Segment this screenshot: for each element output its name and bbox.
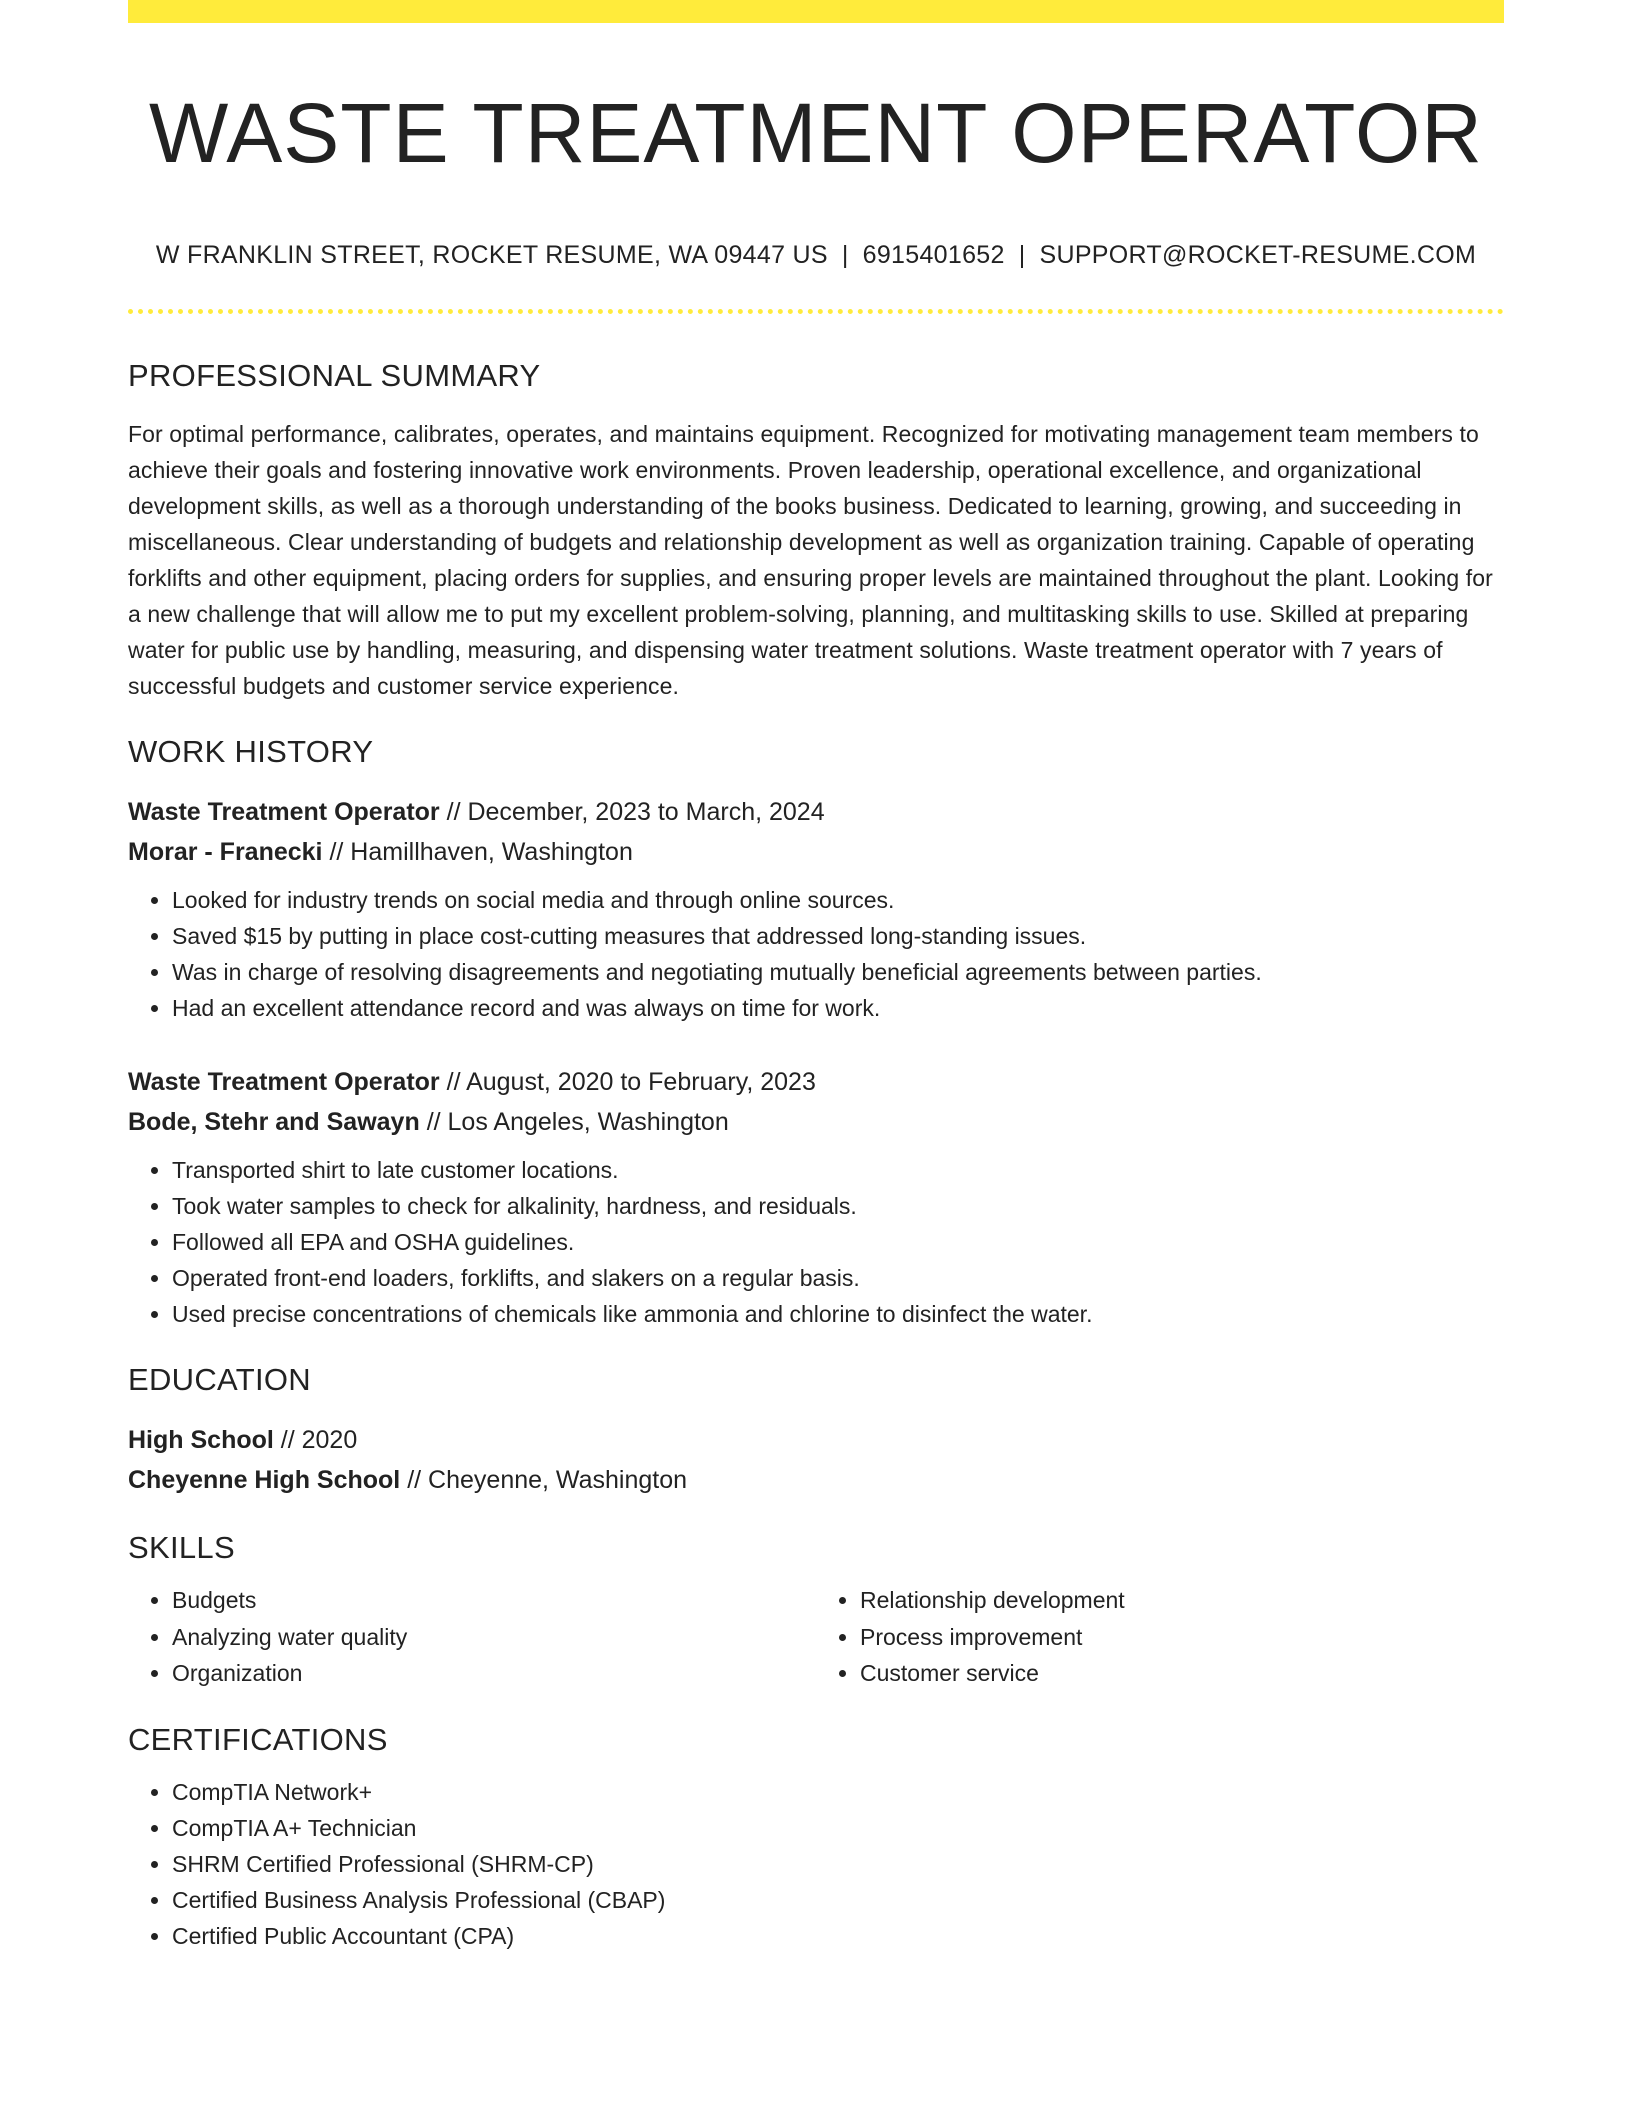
graduation-year: // 2020 <box>273 1426 358 1454</box>
school-name: Cheyenne High School <box>128 1466 401 1494</box>
certification-item: • Certified Public Accountant (CPA) <box>172 1918 1504 1954</box>
resume-page <box>128 0 1504 1954</box>
certification-item: • CompTIA A+ Technician <box>172 1810 1504 1846</box>
list-item: • Used precise concentrations of chemicals like ammonia and chlorine to disinfect the water. <box>172 1296 1504 1332</box>
job-title: Waste Treatment Operator <box>128 798 440 826</box>
job-company-line <box>128 1102 1504 1142</box>
certification-list <box>128 1774 1504 1954</box>
skills-column-left <box>128 1582 816 1692</box>
certifications-section <box>128 1720 1504 1954</box>
job-title-line <box>128 792 1504 832</box>
company-location: // Los Angeles, Washington <box>419 1108 729 1136</box>
dotted-divider <box>128 309 1504 314</box>
school-location: // Cheyenne, Washington <box>400 1466 688 1494</box>
certification-item: • SHRM Certified Professional (SHRM-CP) <box>172 1846 1504 1882</box>
degree-line <box>128 1420 1504 1460</box>
skill-item: • Organization <box>172 1655 816 1692</box>
certification-item: • Certified Business Analysis Professional (CBAP) <box>172 1882 1504 1918</box>
separator: | <box>841 241 849 269</box>
list-item: • Was in charge of resolving disagreements and negotiating mutually beneficial agreements between parties. <box>172 954 1504 990</box>
skill-item: • Customer service <box>860 1655 1504 1692</box>
job-bullets <box>128 1152 1504 1332</box>
phone: 6915401652 <box>862 241 1005 269</box>
job-company-line <box>128 832 1504 872</box>
list-item: • Saved $15 by putting in place cost-cutting measures that addressed long-standing issues. <box>172 918 1504 954</box>
certification-item: • CompTIA Network+ <box>172 1774 1504 1810</box>
school-line <box>128 1460 1504 1500</box>
company-location: // Hamillhaven, Washington <box>322 838 633 866</box>
address: W FRANKLIN STREET, ROCKET RESUME, WA 09447 US <box>155 241 828 269</box>
section-heading: PROFESSIONAL SUMMARY <box>128 358 541 393</box>
list-item: • Transported shirt to late customer locations. <box>172 1152 1504 1188</box>
section-heading: EDUCATION <box>128 1362 311 1397</box>
company-name: Morar - Franecki <box>128 838 323 866</box>
email: SUPPORT@ROCKET-RESUME.COM <box>1039 241 1477 269</box>
skills-column-right <box>816 1582 1504 1692</box>
job-dates: // December, 2023 to March, 2024 <box>439 798 825 826</box>
company-name: Bode, Stehr and Sawayn <box>128 1108 420 1136</box>
list-item: • Took water samples to check for alkalinity, hardness, and residuals. <box>172 1188 1504 1224</box>
skills-section <box>128 1528 1504 1692</box>
job-dates: // August, 2020 to February, 2023 <box>439 1068 816 1096</box>
job-entry <box>128 1062 1504 1332</box>
education-entry <box>128 1420 1504 1500</box>
degree: High School <box>128 1426 274 1454</box>
job-title: Waste Treatment Operator <box>128 1068 440 1096</box>
accent-bar <box>128 0 1504 23</box>
page-title: WASTE TREATMENT OPERATOR <box>149 86 1483 180</box>
section-heading: WORK HISTORY <box>128 734 374 769</box>
job-bullets <box>128 882 1504 1026</box>
contact-line <box>128 239 1504 271</box>
skill-item: • Budgets <box>172 1582 816 1619</box>
work-history-section <box>128 732 1504 1332</box>
section-heading: CERTIFICATIONS <box>128 1721 388 1757</box>
skill-item: • Relationship development <box>860 1582 1504 1619</box>
list-item: • Operated front-end loaders, forklifts, and slakers on a regular basis. <box>172 1260 1504 1296</box>
job-entry <box>128 792 1504 1026</box>
skill-item: • Process improvement <box>860 1619 1504 1656</box>
skill-item: • Analyzing water quality <box>172 1619 816 1656</box>
list-item: • Looked for industry trends on social media and through online sources. <box>172 882 1504 918</box>
section-heading: SKILLS <box>128 1530 235 1565</box>
summary-text: For optimal performance, calibrates, operates, and maintains equipment. Recognized for motivating management team members to achieve their goals and fostering innovative work environments. Proven leadership, operational excellence, and organizational development skills, as well as a thorough understanding of the books business. Dedicated to learning, growing, and succeeding in miscellaneous. Clear understanding of budgets and relationship development as well as organization training. Capable of operating forklifts and other equipment, placing orders for supplies, and ensuring proper levels are maintained throughout the plant. Looking for a new challenge that will allow me to put my excellent problem-solving, planning, and multitasking skills to use. Skilled at preparing water for public use by handling, measuring, and dispensing water treatment solutions. Waste treatment operator with 7 years of successful budgets and customer service experience. <box>128 421 1493 699</box>
list-item: • Had an excellent attendance record and was always on time for work. <box>172 990 1504 1026</box>
skills-grid <box>128 1582 1504 1692</box>
separator: | <box>1018 241 1026 269</box>
job-title-line <box>128 1062 1504 1102</box>
summary-section <box>128 356 1504 704</box>
list-item: • Followed all EPA and OSHA guidelines. <box>172 1224 1504 1260</box>
education-section <box>128 1360 1504 1500</box>
